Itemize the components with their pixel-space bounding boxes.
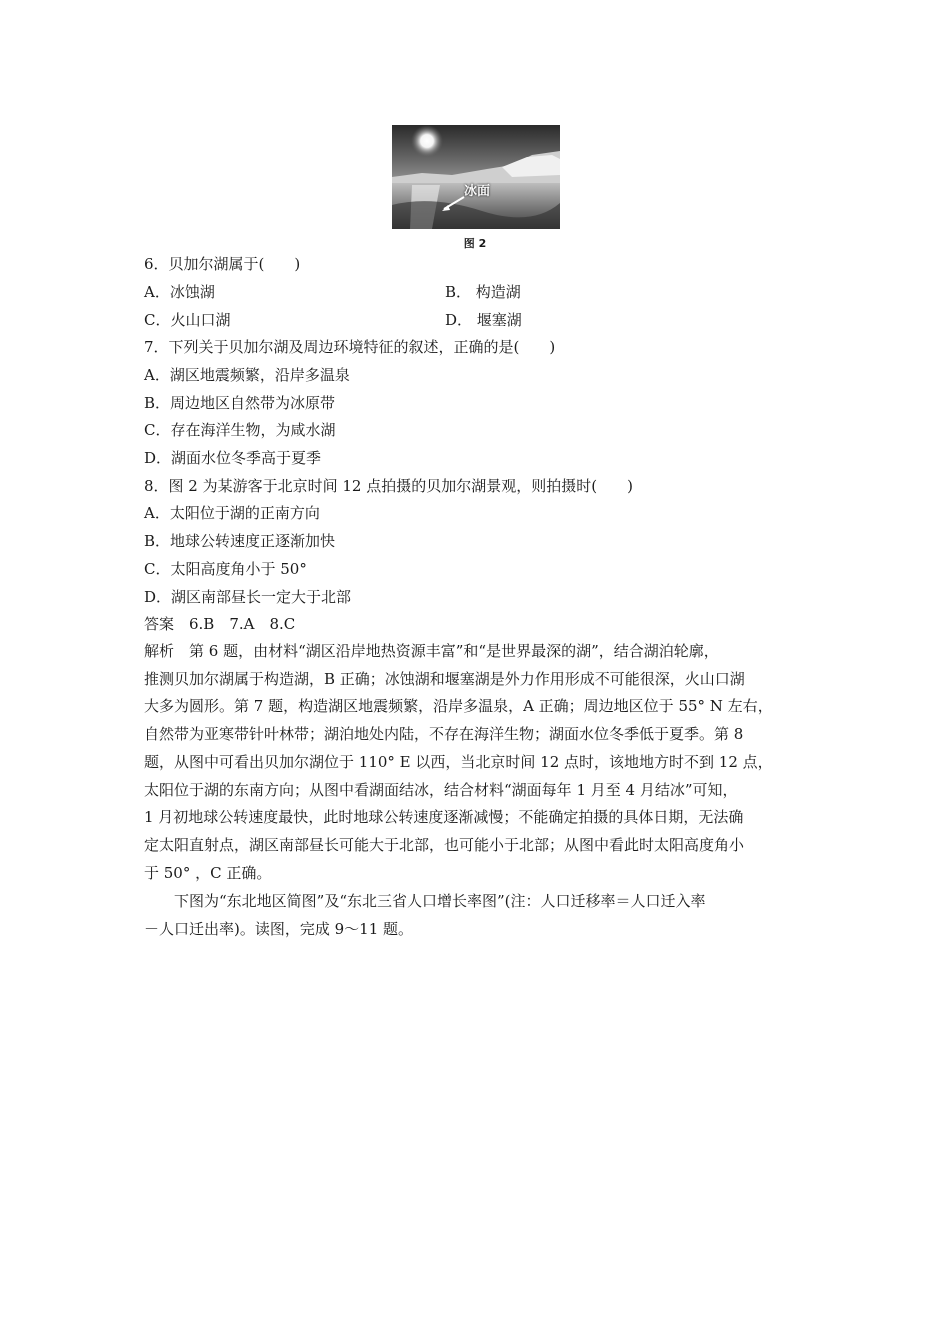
intro-line: －人口迁出率)。读图，完成 9～11 题。: [144, 919, 414, 938]
ice-scene-image: [392, 125, 560, 229]
question-7-option-d: D．湖面水位冬季高于夏季: [144, 449, 322, 467]
analysis-line: 太阳位于湖的东南方向；从图中看湖面结冰，结合材料“湖面每年 1 月至 4 月结冰”可知，: [144, 780, 738, 799]
analysis-line: 大多为圆形。第 7 题，构造湖区地震频繁，沿岸多温泉，A 正确；周边地区位于 55° N 左右，: [144, 697, 773, 716]
analysis-line: 定太阳直射点，湖区南部昼长可能大于北部，也可能小于北部；从图中看此时太阳高度角小: [144, 835, 745, 854]
question-7-option-c: C．存在海洋生物，为咸水湖: [144, 421, 336, 439]
analysis-line: 推测贝加尔湖属于构造湖，B 正确；冰蚀湖和堰塞湖是外力作用形成不可能很深，火山口湖: [144, 669, 745, 688]
question-6-option-a: A．冰蚀湖: [144, 283, 215, 301]
question-6-option-c: C．火山口湖: [144, 311, 231, 329]
analysis-line: 解析 第 6 题，由材料“湖区沿岸地热资源丰富”和“是世界最深的湖”，结合湖泊轮廓，: [144, 642, 719, 660]
question-7-stem: 7．下列关于贝加尔湖及周边环境特征的叙述，正确的是( ): [144, 338, 556, 356]
analysis-line: 题，从图中可看出贝加尔湖位于 110° E 以西，当北京时间 12 点时，该地地方时不到 12 点，: [144, 752, 773, 771]
answer-line: 答案 6.B 7.A 8.C: [144, 615, 296, 633]
question-6-stem: 6．贝加尔湖属于( ): [144, 255, 301, 273]
question-8-option-b: B．地球公转速度正逐渐加快: [144, 532, 336, 550]
analysis-paragraph: [144, 638, 824, 887]
question-7-option-b: B．周边地区自然带为冰原带: [144, 394, 336, 412]
question-8-option-d: D．湖区南部昼长一定大于北部: [144, 588, 352, 606]
question-6-option-b: B． 构造湖: [445, 283, 521, 301]
question-6-option-d: D． 堰塞湖: [445, 311, 522, 329]
analysis-line: 1 月初地球公转速度最快，此时地球公转速度逐渐减慢；不能确定拍摄的具体日期，无法确: [144, 808, 744, 827]
question-8-option-a: A．太阳位于湖的正南方向: [144, 504, 320, 522]
intro-line: 下图为“东北地区简图”及“东北三省人口增长率图”(注：人口迁移率＝人口迁入率: [174, 892, 706, 910]
lake-baikal-photo: [392, 125, 560, 229]
question-7-option-a: A．湖区地震频繁，沿岸多温泉: [144, 366, 350, 384]
question-8-stem: 8．图 2 为某游客于北京时间 12 点拍摄的贝加尔湖景观，则拍摄时( ): [144, 477, 633, 495]
figure-caption: 图 2: [463, 237, 487, 250]
ice-surface-label: 冰面: [464, 184, 491, 199]
intro-paragraph: [144, 888, 824, 943]
analysis-line: 自然带为亚寒带针叶林带；湖泊地处内陆，不存在海洋生物；湖面水位冬季低于夏季。第 8: [144, 725, 744, 744]
question-8-option-c: C．太阳高度角小于 50°: [144, 560, 307, 578]
analysis-line: 于 50° ，C 正确。: [144, 863, 272, 882]
